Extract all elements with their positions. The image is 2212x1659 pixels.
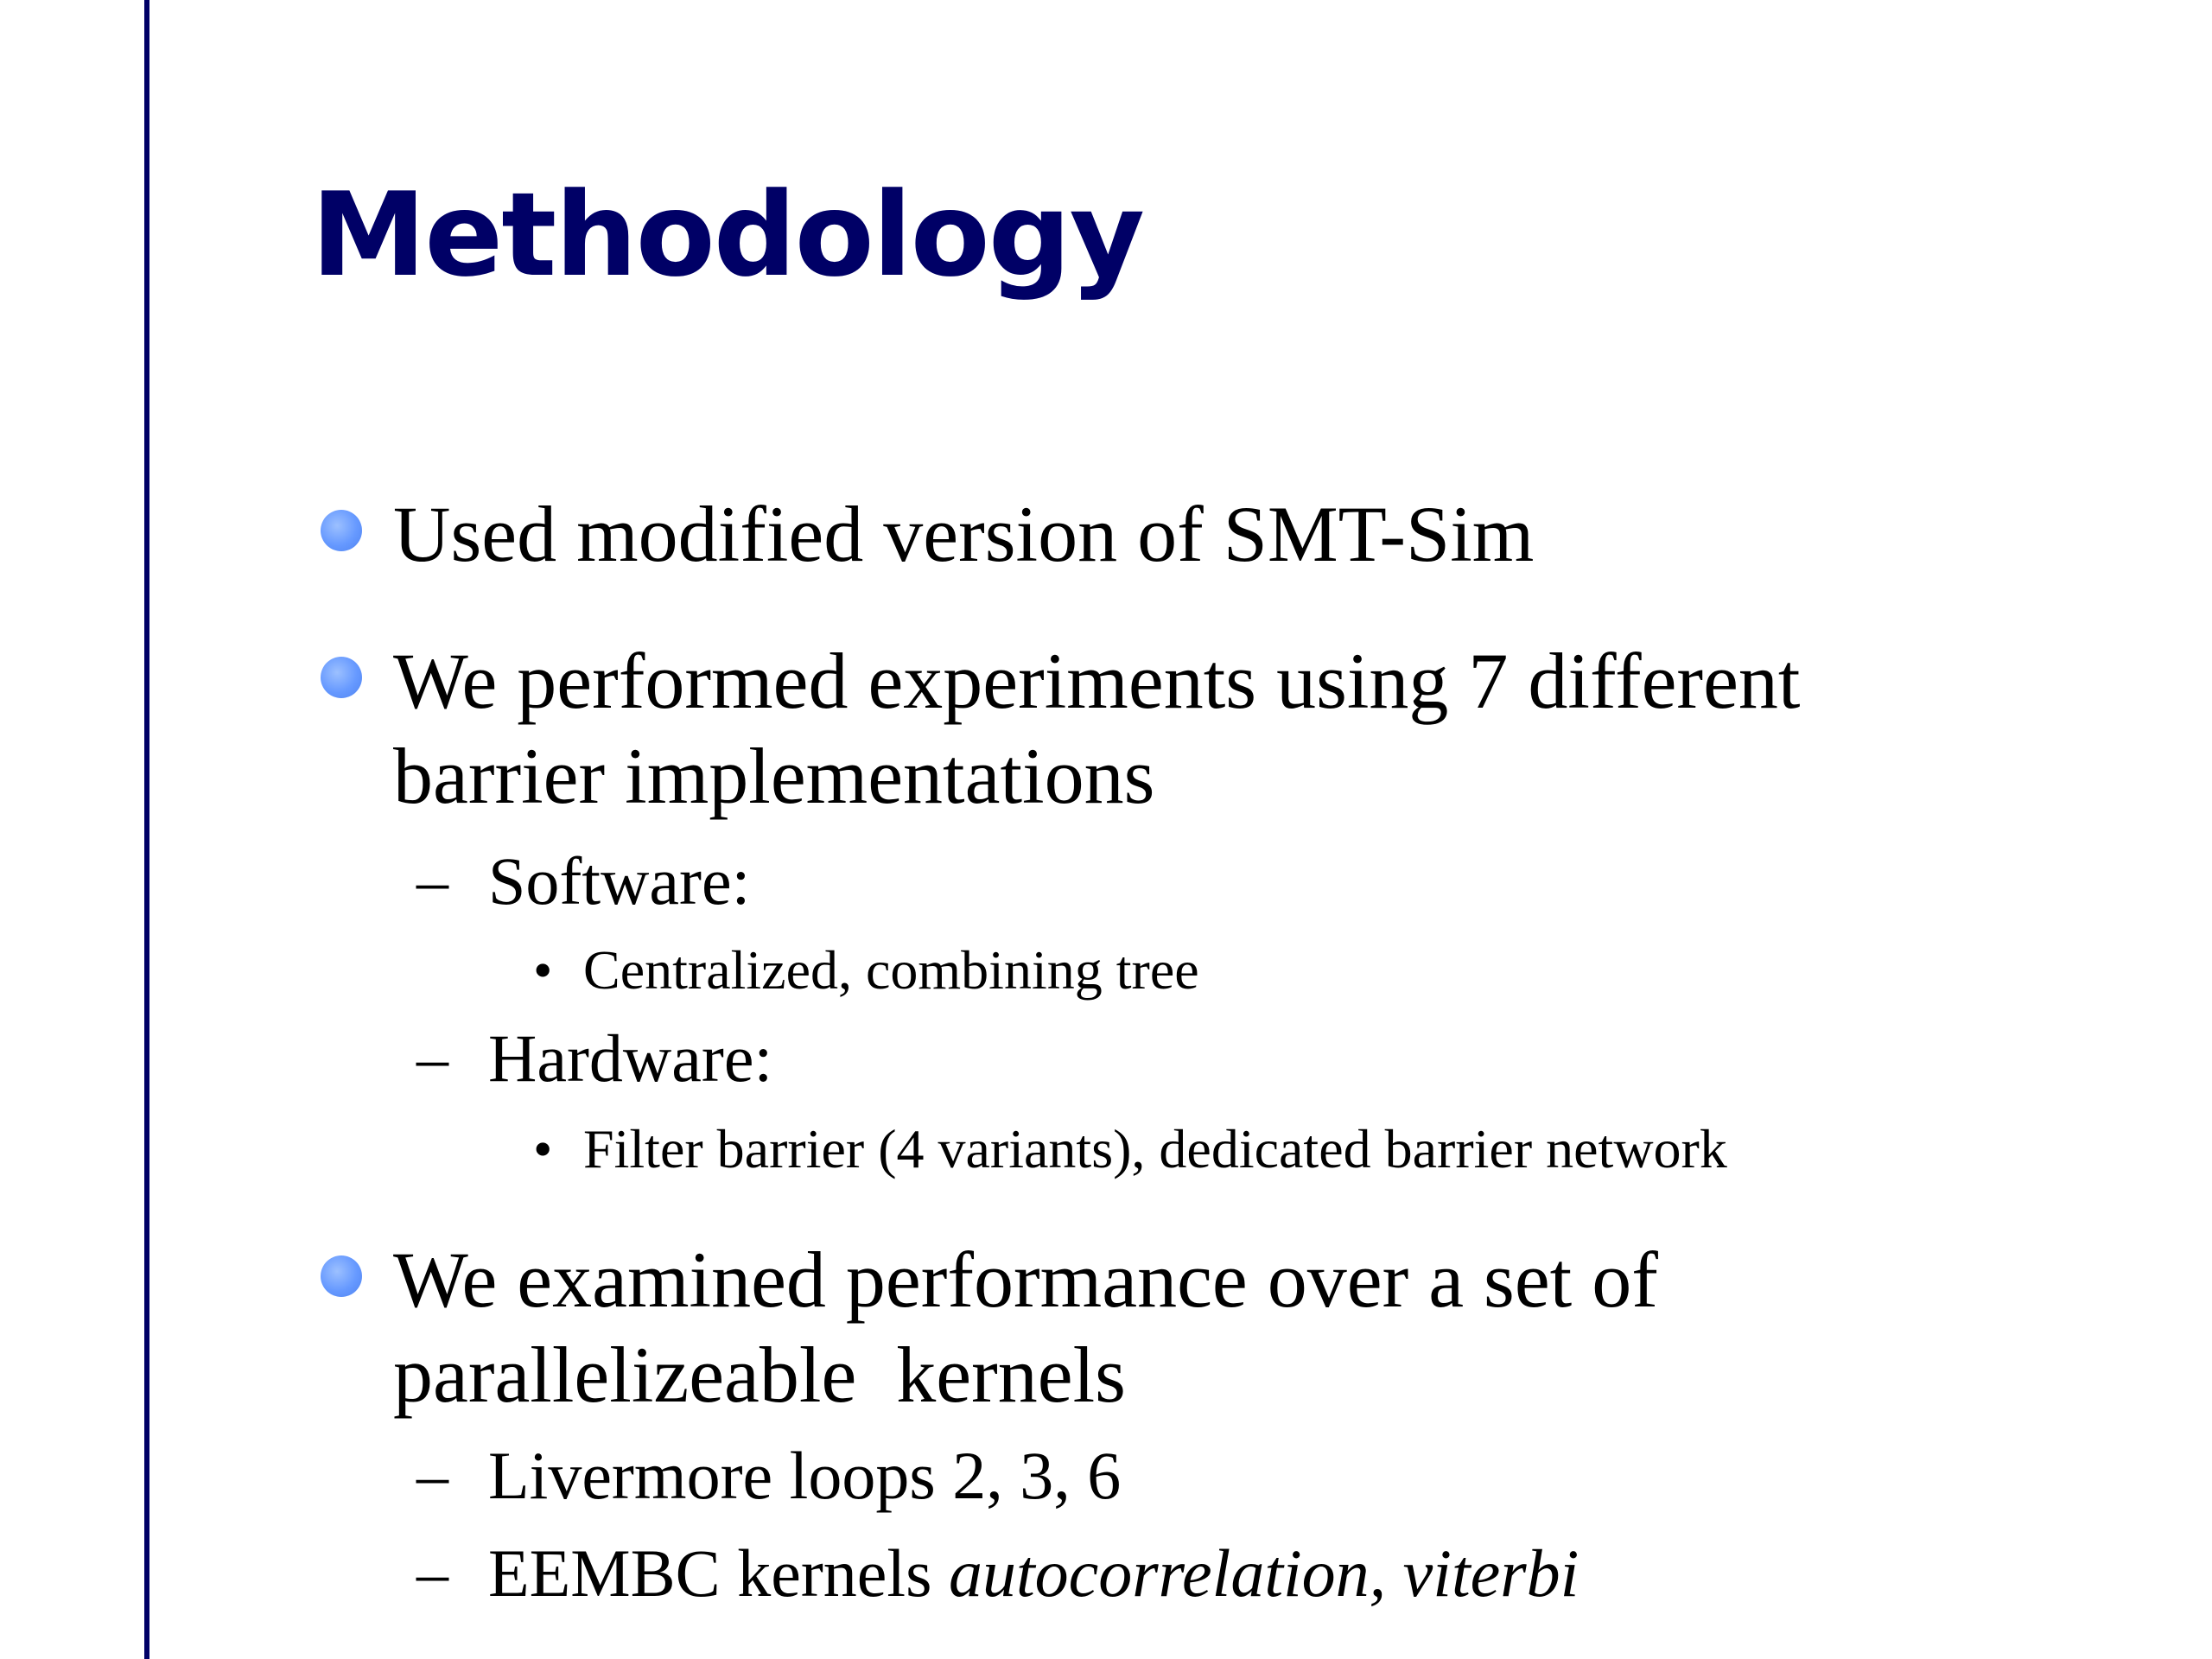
bullet-2-line-1: We performed experiments using 7 different bbox=[393, 637, 1801, 725]
bullet-1-marker bbox=[321, 510, 362, 551]
bullet-3-line-2: parallelizeable kernels bbox=[393, 1331, 1126, 1419]
bullet-2-marker bbox=[321, 657, 362, 698]
sub-item-livermore: Livermore loops 2, 3, 6 bbox=[488, 1438, 1122, 1513]
dot-software-detail: • bbox=[533, 939, 553, 1001]
dash-software: – bbox=[416, 846, 448, 917]
slide-title: Methodology bbox=[311, 168, 1143, 302]
dash-eembc: – bbox=[416, 1538, 448, 1609]
sub-sub-item-software-detail: Centralized, combining tree bbox=[583, 939, 1199, 1001]
sub-item-hardware: Hardware: bbox=[488, 1020, 773, 1096]
sub-item-eembc-kernels: autocorrelation, viterbi bbox=[948, 1535, 1580, 1611]
dash-livermore: – bbox=[416, 1440, 448, 1511]
sub-sub-item-hardware-detail: Filter barrier (4 variants), dedicated barrier network bbox=[583, 1118, 1727, 1179]
left-border-line bbox=[144, 0, 149, 1659]
sub-item-software: Software: bbox=[488, 843, 751, 918]
sub-item-eembc-label: EEMBC kernels bbox=[488, 1535, 949, 1611]
bullet-3-line-1: We examined performance over a set of bbox=[393, 1236, 1658, 1324]
bullet-3-marker bbox=[321, 1255, 362, 1297]
bullet-1-line-1: Used modified version of SMT-Sim bbox=[393, 490, 1535, 578]
bullet-2-line-2: barrier implementations bbox=[393, 732, 1155, 820]
dot-hardware-detail: • bbox=[533, 1118, 553, 1179]
sub-item-eembc bbox=[488, 1535, 1579, 1612]
dash-hardware: – bbox=[416, 1023, 448, 1094]
